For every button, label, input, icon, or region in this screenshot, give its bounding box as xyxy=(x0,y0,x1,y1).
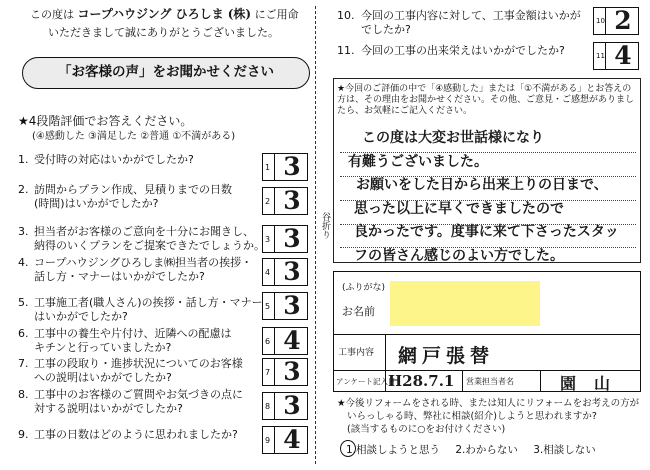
question-item xyxy=(18,428,238,442)
score-divider xyxy=(274,188,275,214)
question-text: でしたか? xyxy=(361,22,411,36)
furigana-label: (ふりがな) xyxy=(342,283,386,293)
name-label: お名前 xyxy=(342,305,375,318)
question-item xyxy=(18,153,194,167)
score-box[interactable] xyxy=(262,392,308,420)
header-line-1 xyxy=(30,8,299,21)
score-divider xyxy=(274,359,275,385)
question-item xyxy=(18,357,243,384)
score-divider xyxy=(274,393,275,419)
referral-line: いらっしゃる時、弊社に相談(紹介)しようと思われますか? xyxy=(347,411,597,422)
handwritten-line: お願いをした日から出来上りの日まで、 xyxy=(356,177,608,193)
question-text: 受付時の対応はいかがでしたか? xyxy=(34,153,194,166)
name-redaction xyxy=(390,281,540,326)
handwritten-score: 3 xyxy=(283,257,301,286)
handwritten-score: 3 xyxy=(283,224,301,253)
form-rule xyxy=(540,370,541,392)
referral-question xyxy=(337,397,639,436)
score-box[interactable] xyxy=(262,187,308,215)
work-value: 網戸張替 xyxy=(398,345,495,367)
handwritten-score: 3 xyxy=(283,186,301,215)
question-text: への説明はいかがでしたか? xyxy=(34,370,172,384)
score-index: 4 xyxy=(265,268,271,277)
score-divider xyxy=(274,328,275,354)
score-index: 9 xyxy=(265,436,271,445)
question-item xyxy=(18,388,243,415)
score-divider xyxy=(274,154,275,180)
comment-intro xyxy=(337,84,634,117)
question-text: 今回の工事の出来栄えはいかがでしたか? xyxy=(361,44,565,57)
score-divider xyxy=(605,8,606,34)
score-box[interactable] xyxy=(262,292,308,320)
question-number: 1. xyxy=(18,153,29,166)
referral-line: (該当するものに○をお付けください) xyxy=(347,424,506,435)
score-index: 3 xyxy=(265,235,271,244)
handwritten-line: フの皆さん感じのよい方でした。 xyxy=(354,247,564,264)
question-text: 工事の日数はどのように思われましたか? xyxy=(34,428,238,441)
question-item xyxy=(18,225,265,252)
question-text: キチンと行っていましたか? xyxy=(34,340,172,354)
question-text: 工事施工者(職人さん)の挨拶・話し方・マナー xyxy=(34,296,263,309)
question-number: 2. xyxy=(18,183,29,196)
staff-label: 営業担当者名 xyxy=(466,377,514,386)
handwritten-score: 3 xyxy=(283,391,301,420)
score-index: 8 xyxy=(265,402,271,411)
question-item xyxy=(337,9,581,36)
question-text: (時間)はいかがでしたか? xyxy=(34,196,159,210)
selected-circle-mark xyxy=(340,440,356,457)
score-divider xyxy=(274,427,275,453)
score-index: 10 xyxy=(596,17,605,25)
handwritten-comment xyxy=(348,127,619,268)
score-divider xyxy=(274,293,275,319)
question-item xyxy=(18,183,232,210)
rating-title: ★4段階評価でお答えください。 xyxy=(18,114,193,128)
referral-line: ★今後リフォームをされる時、または知人にリフォームをお考えの方が xyxy=(337,398,640,409)
banner-text: 「お客様の声」をお聞かせください xyxy=(58,64,274,80)
question-text: はいかがでしたか? xyxy=(34,309,128,323)
question-item xyxy=(18,296,263,323)
question-number: 3. xyxy=(18,225,29,238)
score-box[interactable] xyxy=(262,327,308,355)
question-number: 8. xyxy=(18,388,29,401)
handwritten-score: 4 xyxy=(283,326,301,355)
handwritten-score: 3 xyxy=(283,291,301,320)
handwritten-score: 4 xyxy=(283,425,301,454)
question-item xyxy=(18,256,252,283)
question-item xyxy=(18,327,232,354)
header-text-a: この度は xyxy=(30,8,74,21)
handwritten-line: 思った以上に早くできましたので xyxy=(354,200,564,217)
handwritten-line: 良かったです。度事に来て下さったスタッ xyxy=(354,224,619,240)
score-box[interactable] xyxy=(593,42,639,70)
fold-label: 谷折り xyxy=(320,212,330,239)
question-number: 5. xyxy=(18,296,29,309)
header-text-b: にご用命 xyxy=(254,8,299,21)
handwritten-line: 有難うございました。 xyxy=(348,153,488,170)
question-item xyxy=(337,44,565,58)
score-divider xyxy=(274,259,275,285)
question-text: 工事中の養生や片付け、近隣への配慮は xyxy=(34,327,232,340)
fold-line xyxy=(315,6,316,464)
company-name: コープハウジング ひろしま (株) xyxy=(77,7,252,21)
score-index: 2 xyxy=(265,197,271,206)
score-index: 6 xyxy=(265,337,271,346)
question-number: 4. xyxy=(18,256,29,269)
score-box[interactable] xyxy=(593,7,639,35)
comment-intro-line: 方は、その理由をお聞かせください。その他、ご意見・ご感想がありまし xyxy=(337,95,635,105)
work-label: 工事内容 xyxy=(338,348,375,358)
score-index: 1 xyxy=(265,163,271,172)
score-box[interactable] xyxy=(262,225,308,253)
staff-value: 園山 xyxy=(560,374,629,393)
survey-date-value: H28.7.1 xyxy=(388,372,455,390)
question-text: 担当者がお客様のご意向を十分にお聞きし、 xyxy=(34,225,254,238)
question-text: 今回の工事内容に対して、工事金額はいかが xyxy=(361,9,581,22)
score-divider xyxy=(274,226,275,252)
score-index: 5 xyxy=(265,302,271,311)
referral-option-1[interactable]: 1.相談しようと思う xyxy=(346,444,441,456)
question-number: 7. xyxy=(18,357,29,370)
score-divider xyxy=(605,43,606,69)
banner xyxy=(22,57,310,89)
question-number: 6. xyxy=(18,327,29,340)
handwritten-score: 2 xyxy=(614,6,632,35)
question-text: 話し方・マナーはいかがでしたか? xyxy=(34,269,205,283)
score-box[interactable] xyxy=(262,153,308,181)
score-index: 11 xyxy=(596,52,605,60)
handwritten-score: 4 xyxy=(614,41,632,70)
referral-option-3[interactable]: 3.相談しない xyxy=(533,444,596,456)
question-text: 対する説明はいかがでしたか? xyxy=(34,401,183,415)
handwritten-line: この度は大変お世話様になり xyxy=(362,130,544,146)
question-number: 9. xyxy=(18,428,29,441)
score-index: 7 xyxy=(265,368,271,377)
score-box[interactable] xyxy=(262,426,308,454)
question-text: 訪問からプラン作成、見積りまでの日数 xyxy=(34,183,232,196)
question-number: 11. xyxy=(337,44,355,57)
referral-option-2[interactable]: 2.わからない xyxy=(455,444,518,456)
question-text: 納得のいくプランをご提案できたでしょうか。 xyxy=(34,238,265,252)
comment-intro-line: たら、お気軽にご記入ください。 xyxy=(337,106,473,116)
question-text: コープハウジングひろしま㈱担当者の挨拶・ xyxy=(34,256,253,269)
header-line-2: いただきまして誠にありがとうございました。 xyxy=(48,26,279,39)
handwritten-score: 3 xyxy=(283,357,301,386)
question-number: 10. xyxy=(337,9,355,22)
comment-intro-line: ★今回のご評価の中で「④感動した」または「①不満がある」とお答えの xyxy=(337,84,632,94)
rating-legend: (④感動した ③満足した ②普通 ①不満がある) xyxy=(32,131,236,142)
score-box[interactable] xyxy=(262,358,308,386)
survey-date-label: アンケート記入日 xyxy=(336,377,396,386)
handwritten-score: 3 xyxy=(283,152,301,181)
form-rule xyxy=(462,370,463,392)
question-text: 工事の段取り・進捗状況についてのお客様 xyxy=(34,357,243,370)
score-box[interactable] xyxy=(262,258,308,286)
form-rule xyxy=(333,334,641,335)
referral-options xyxy=(346,444,596,456)
question-text: 工事中のお客様のご質問やお気づきの点に xyxy=(34,388,243,401)
